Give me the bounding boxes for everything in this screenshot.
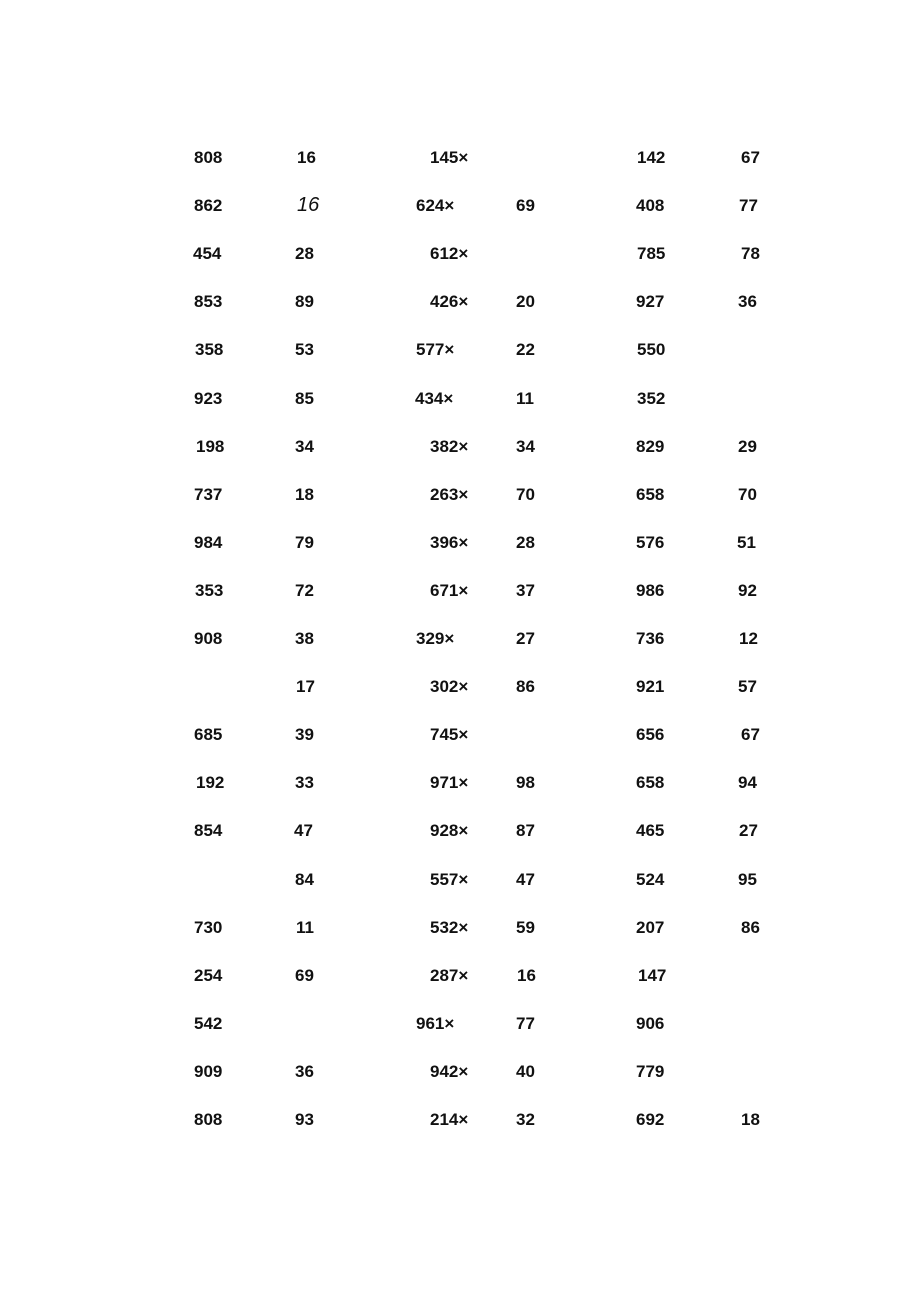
multiplier-a: 47 bbox=[294, 821, 313, 841]
multiplicand-b: 671× bbox=[430, 580, 469, 600]
multiplier-b: 34 bbox=[516, 436, 535, 456]
multiplicand-c: 785 bbox=[637, 244, 666, 264]
multiplier-a: 33 bbox=[295, 773, 314, 793]
multiplicand-a: 862 bbox=[194, 196, 223, 216]
multiplicand-b: 942× bbox=[430, 1061, 469, 1081]
multiplicand-c: 986 bbox=[636, 580, 665, 600]
multiplicand-b: 426× bbox=[430, 292, 469, 312]
multiplier-a: 39 bbox=[295, 725, 314, 745]
problem-row bbox=[0, 1009, 920, 1039]
problem-row bbox=[0, 816, 920, 846]
multiplier-c: 70 bbox=[738, 484, 757, 504]
multiplicand-b: 928× bbox=[430, 821, 469, 841]
multiplicand-c: 465 bbox=[636, 821, 665, 841]
multiplier-a: 11 bbox=[296, 917, 314, 937]
multiplier-b: 28 bbox=[516, 532, 535, 552]
multiplier-c: 36 bbox=[738, 292, 757, 312]
multiplicand-b: 557× bbox=[430, 869, 469, 889]
multiplier-c: 67 bbox=[741, 725, 760, 745]
multiplier-c: 86 bbox=[741, 917, 760, 937]
multiplier-a: 53 bbox=[295, 340, 314, 360]
problem-row bbox=[0, 672, 920, 702]
multiplicand-a: 192 bbox=[196, 773, 225, 793]
multiplicand-a: 198 bbox=[196, 436, 225, 456]
multiplier-a: 38 bbox=[295, 629, 314, 648]
multiplier-a: 36 bbox=[295, 1061, 314, 1081]
multiplicand-b: 302× bbox=[430, 677, 469, 697]
problem-row bbox=[0, 480, 920, 510]
multiplicand-b: 214× bbox=[430, 1110, 469, 1129]
multiplier-b: 20 bbox=[516, 292, 535, 312]
multiplicand-c: 736 bbox=[636, 629, 665, 648]
problem-row bbox=[0, 1105, 920, 1135]
multiplicand-b: 745× bbox=[430, 725, 469, 745]
multiplier-a: 85 bbox=[295, 388, 314, 408]
multiplicand-a: 254 bbox=[194, 965, 223, 985]
multiplier-b: 69 bbox=[516, 196, 535, 216]
multiplier-a: 16 bbox=[297, 148, 316, 167]
multiplier-b: 59 bbox=[516, 917, 535, 937]
multiplier-c: 27 bbox=[739, 821, 758, 841]
multiplicand-c: 207 bbox=[636, 917, 665, 937]
multiplier-c: 18 bbox=[741, 1110, 760, 1129]
problem-row bbox=[0, 384, 920, 414]
multiplier-a: 34 bbox=[295, 436, 314, 456]
multiplicand-c: 656 bbox=[636, 725, 665, 745]
multiplicand-a: 808 bbox=[194, 148, 223, 167]
multiplier-c: 51 bbox=[737, 532, 756, 552]
multiplicand-b: 961× bbox=[416, 1013, 455, 1033]
multiplier-b: 87 bbox=[516, 821, 535, 841]
problem-row bbox=[0, 432, 920, 462]
multiplicand-c: 408 bbox=[636, 196, 665, 216]
multiplicand-b: 532× bbox=[430, 917, 469, 937]
multiplicand-b: 145× bbox=[430, 148, 469, 167]
multiplicand-b: 971× bbox=[430, 773, 469, 793]
multiplicand-a: 730 bbox=[194, 917, 223, 937]
multiplier-a: 72 bbox=[295, 580, 314, 600]
multiplier-b: 11 bbox=[516, 388, 534, 408]
multiplier-b: 77 bbox=[516, 1013, 535, 1033]
multiplicand-c: 550 bbox=[637, 340, 666, 360]
multiplier-b: 40 bbox=[516, 1061, 535, 1081]
problem-row bbox=[0, 768, 920, 798]
multiplicand-a: 853 bbox=[194, 292, 223, 312]
problem-row bbox=[0, 335, 920, 365]
problem-row bbox=[0, 143, 920, 173]
multiplicand-c: 658 bbox=[636, 484, 665, 504]
multiplier-c: 29 bbox=[738, 436, 757, 456]
multiplicand-c: 692 bbox=[636, 1110, 665, 1129]
multiplicand-c: 576 bbox=[636, 532, 665, 552]
multiplicand-a: 923 bbox=[194, 388, 223, 408]
problem-row bbox=[0, 576, 920, 606]
multiplicand-b: 577× bbox=[416, 340, 455, 360]
problem-row bbox=[0, 1057, 920, 1087]
multiplicand-c: 921 bbox=[636, 677, 665, 697]
multiplier-a: 69 bbox=[295, 965, 314, 985]
multiplier-c: 95 bbox=[738, 869, 757, 889]
multiplier-c: 57 bbox=[738, 677, 757, 697]
multiplicand-a: 808 bbox=[194, 1110, 223, 1129]
multiplicand-a: 984 bbox=[194, 532, 223, 552]
problem-row bbox=[0, 720, 920, 750]
multiplier-a: 17 bbox=[296, 677, 315, 697]
multiplicand-b: 624× bbox=[416, 196, 455, 216]
multiplier-a: 89 bbox=[295, 292, 314, 312]
multiplicand-a: 454 bbox=[193, 244, 222, 264]
multiplicand-c: 927 bbox=[636, 292, 665, 312]
multiplicand-a: 737 bbox=[194, 484, 223, 504]
problem-row bbox=[0, 961, 920, 991]
multiplier-c: 77 bbox=[739, 196, 758, 216]
multiplier-c: 78 bbox=[741, 244, 760, 264]
multiplicand-a: 908 bbox=[194, 629, 223, 648]
problem-row bbox=[0, 239, 920, 269]
multiplier-a: 79 bbox=[295, 532, 314, 552]
multiplicand-c: 779 bbox=[636, 1061, 665, 1081]
multiplier-c: 67 bbox=[741, 148, 760, 167]
multiplier-a: 18 bbox=[295, 484, 314, 504]
multiplier-b: 37 bbox=[516, 580, 535, 600]
multiplicand-c: 658 bbox=[636, 773, 665, 793]
multiplicand-a: 353 bbox=[195, 580, 224, 600]
multiplicand-a: 358 bbox=[195, 340, 224, 360]
multiplicand-b: 396× bbox=[430, 532, 469, 552]
multiplier-a: 84 bbox=[295, 869, 314, 889]
multiplier-b: 16 bbox=[517, 965, 536, 985]
multiplier-b: 70 bbox=[516, 484, 535, 504]
multiplicand-c: 352 bbox=[637, 388, 666, 408]
multiplier-b: 32 bbox=[516, 1110, 535, 1129]
multiplicand-a: 854 bbox=[194, 821, 223, 841]
multiplier-c: 12 bbox=[739, 629, 758, 648]
multiplier-c: 92 bbox=[738, 580, 757, 600]
multiplier-b: 86 bbox=[516, 677, 535, 697]
multiplicand-b: 434× bbox=[415, 388, 454, 408]
multiplier-c: 94 bbox=[738, 773, 757, 793]
problem-row bbox=[0, 865, 920, 895]
multiplier-b: 47 bbox=[516, 869, 535, 889]
multiplier-a: 93 bbox=[295, 1110, 314, 1129]
multiplier-a: 16 bbox=[297, 194, 320, 217]
multiplicand-b: 329× bbox=[416, 629, 455, 648]
multiplicand-a: 909 bbox=[194, 1061, 223, 1081]
multiplicand-c: 147 bbox=[638, 965, 667, 985]
problem-row bbox=[0, 624, 920, 654]
problem-row bbox=[0, 287, 920, 317]
problem-row bbox=[0, 913, 920, 943]
multiplicand-c: 524 bbox=[636, 869, 665, 889]
multiplicand-a: 542 bbox=[194, 1013, 223, 1033]
multiplicand-b: 287× bbox=[430, 965, 469, 985]
multiplicand-b: 612× bbox=[430, 244, 469, 264]
problem-row bbox=[0, 191, 920, 221]
multiplicand-b: 382× bbox=[430, 436, 469, 456]
multiplicand-a: 685 bbox=[194, 725, 223, 745]
multiplier-b: 98 bbox=[516, 773, 535, 793]
multiplier-b: 22 bbox=[516, 340, 535, 360]
multiplicand-c: 142 bbox=[637, 148, 666, 167]
problem-row bbox=[0, 528, 920, 558]
multiplicand-c: 829 bbox=[636, 436, 665, 456]
multiplicand-c: 906 bbox=[636, 1013, 665, 1033]
multiplier-b: 27 bbox=[516, 629, 535, 648]
multiplicand-b: 263× bbox=[430, 484, 469, 504]
multiplier-a: 28 bbox=[295, 244, 314, 264]
